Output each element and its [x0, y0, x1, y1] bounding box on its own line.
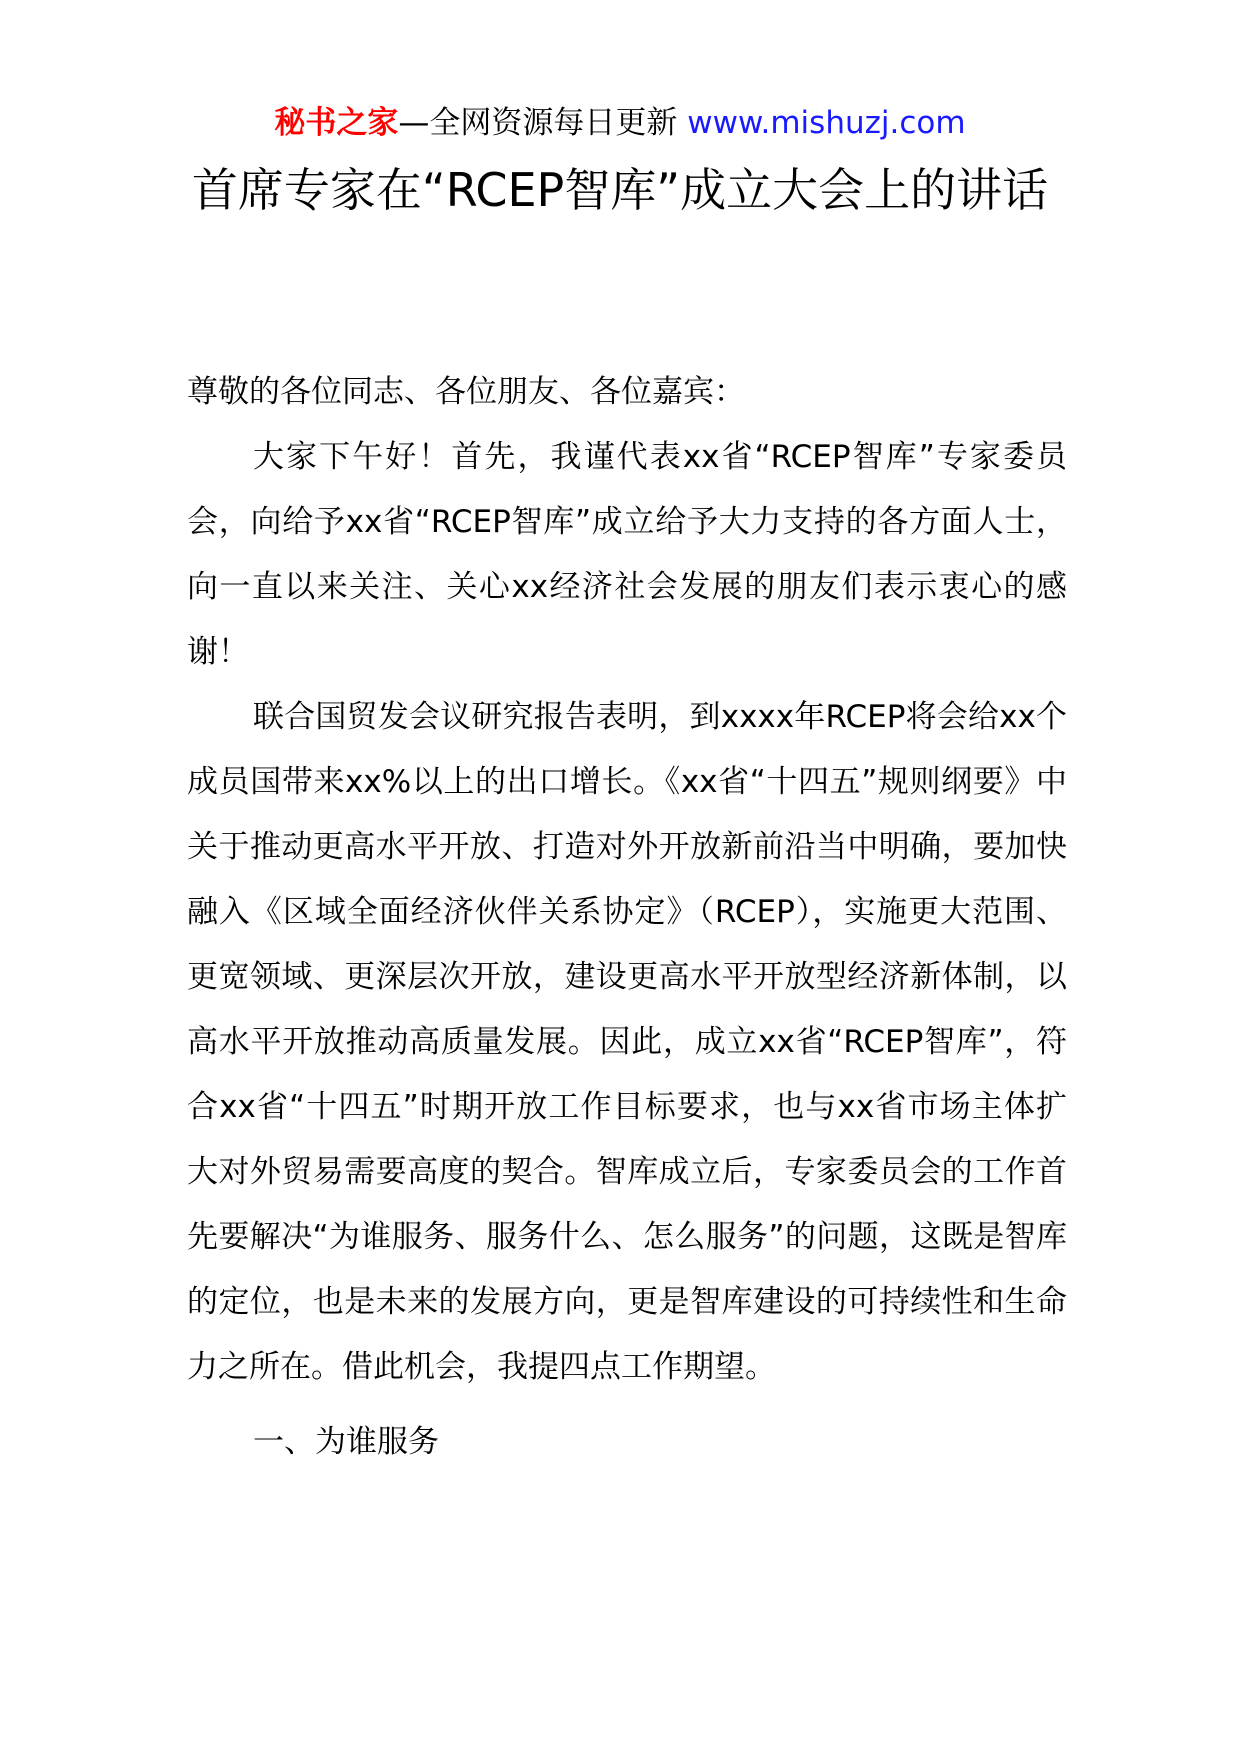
paragraph-2: 联合国贸发会议研究报告表明，到xxxx年RCEP将会给xx个成员国带来xx%以上的出口增长。《xx省“十四五”规则纲要》中关于推动更高水平开放、打造对外开放新前沿当中明确，要加快融入《区域全面经济伙伴关系协定》（RCEP），实施更大范围、更宽领域、更深层次开放，建设更高水平开放型经济新体制，以高水平开放推动高质量发展。因此，成立xx省“RCEP智库”，符合xx省“十四五”时期开放工作目标要求，也与xx省市场主体扩大对外贸易需要高度的契合。智库成立后，专家委员会的工作首先要解决“为谁服务、服务什么、怎么服务”的问题，这既是智库的定位，也是未来的发展方向，更是智库建设的可持续性和生命力之所在。借此机会，我提四点工作期望。	[187, 699, 1067, 1385]
header-tagline: —全网资源每日更新	[398, 105, 688, 141]
site-url-link[interactable]: www.mishuzj.com	[687, 105, 966, 141]
document-body	[187, 360, 1067, 1475]
document-title: 首席专家在“RCEP智库”成立大会上的讲话	[191, 163, 1049, 217]
site-header	[0, 100, 1240, 146]
paragraph-1: 大家下午好！首先，我谨代表xx省“RCEP智库”专家委员会，向给予xx省“RCEP智库”成立给予大力支持的各方面人士，向一直以来关注、关心xx经济社会发展的朋友们表示衷心的感谢！	[187, 439, 1067, 670]
salutation: 尊敬的各位同志、各位朋友、各位嘉宾：	[187, 374, 745, 410]
brand-name: 秘书之家	[274, 105, 399, 141]
section-heading: 一、为谁服务	[253, 1424, 439, 1460]
